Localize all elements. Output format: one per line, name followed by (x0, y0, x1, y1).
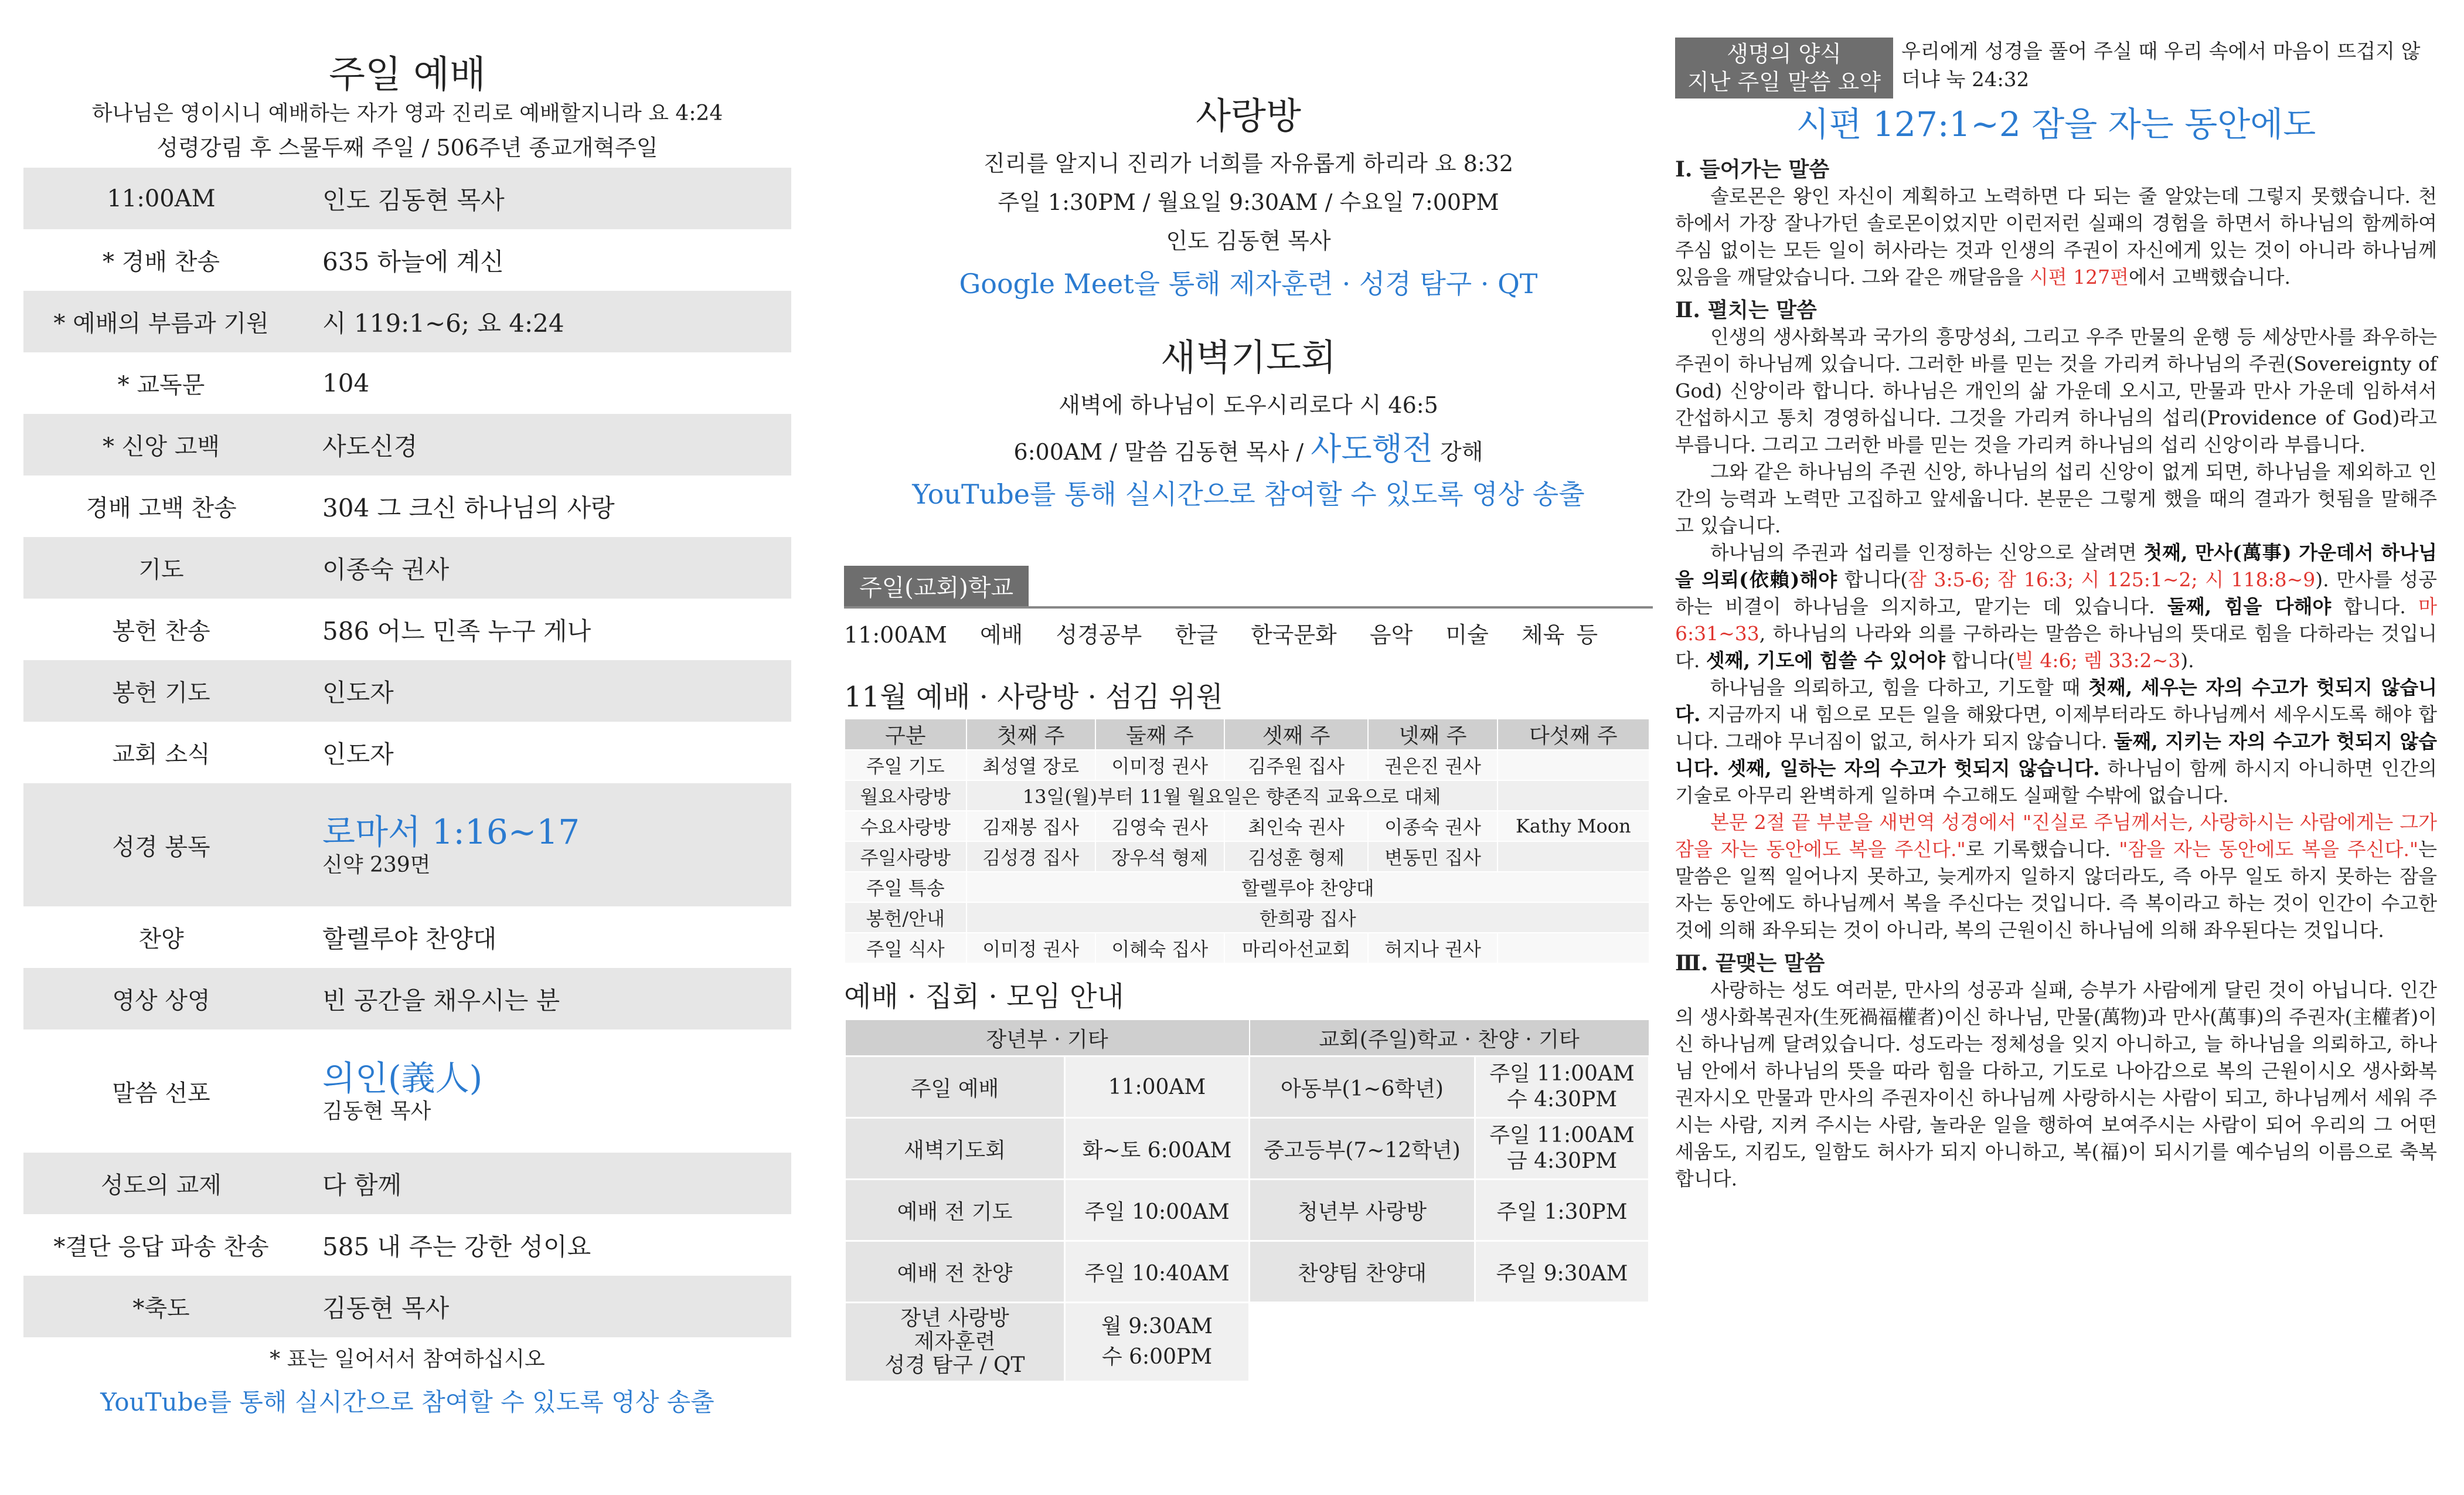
row-header: 월요사랑방 (845, 780, 966, 811)
order-label: 교회 소식 (112, 741, 210, 768)
committee-title: 11월 예배 · 사랑방 · 섬김 위원 (844, 681, 1223, 713)
row-header: 주일사랑방 (845, 841, 966, 872)
order-label: 경배 고백 찬송 (86, 495, 237, 522)
sermon-summary-title: 시편 127:1~2 잠을 자는 동안에도 (1796, 104, 2316, 144)
school-subject: 한글 (1175, 622, 1218, 648)
row-header: 주일 식사 (845, 933, 966, 963)
column-header: 첫째 주 (966, 719, 1095, 750)
school-section (844, 566, 1653, 649)
meetings-table (844, 1019, 1650, 1382)
youtube-note: YouTube를 통해 실시간으로 참여할 수 있도록 영상 송출 (100, 1388, 714, 1416)
order-row (23, 291, 791, 352)
order-row (23, 660, 791, 722)
order-row (23, 1276, 791, 1337)
order-row (23, 352, 791, 414)
text-run: 합니다( (1844, 568, 1908, 591)
table-cell: 할렐루야 찬양대 (966, 872, 1649, 902)
table-cell: 이미정 권사 (966, 933, 1095, 963)
school-subjects (844, 617, 1653, 649)
row-header: 봉헌/안내 (845, 902, 966, 933)
order-row (23, 599, 791, 660)
meeting-name-line: 장년 사랑방 (900, 1306, 1009, 1330)
column-header: 넷째 주 (1368, 719, 1497, 750)
order-row (23, 722, 791, 783)
preacher: 김동현 목사 (322, 1099, 431, 1123)
column-header: 장년부 · 기타 (845, 1020, 1250, 1056)
school-subject: 음악 (1369, 622, 1413, 648)
school-time: 11:00AM (844, 622, 947, 648)
emphasis: 첫째, 만사(萬事) 가운데서 하나님을 의뢰(依賴)해야 (1675, 541, 2437, 591)
meetings-header-row (845, 1020, 1649, 1056)
meeting-time (1475, 1118, 1649, 1180)
meeting-time-line: 수 6:00PM (1101, 1345, 1213, 1369)
row-header: 수요사랑방 (845, 811, 966, 841)
order-label: * 교독문 (117, 372, 205, 399)
meeting-time (1065, 1303, 1250, 1382)
school-header (844, 566, 1653, 606)
meeting-time: 주일 10:40AM (1065, 1241, 1250, 1303)
order-value: 586 어느 민족 누구 게나 (322, 616, 591, 645)
order-row (23, 968, 791, 1029)
worship-verse: 하나님은 영이시니 예배하는 자가 영과 진리로 예배할지니라 요 4:24 (91, 101, 723, 125)
sermon-quote: 우리에게 성경을 풀어 주실 때 우리 속에서 마음이 뜨겁지 않더냐 눅 24:32 (1901, 40, 2421, 91)
order-value: 사도신경 (299, 414, 791, 475)
order-row (23, 1214, 791, 1276)
order-row (23, 1153, 791, 1214)
scripture-reading: 로마서 1:16~17 (322, 812, 580, 852)
order-label: 찬양 (138, 926, 184, 953)
order-label: 기도 (23, 537, 299, 599)
meeting-name: 예배 전 기도 (845, 1180, 1065, 1241)
dawn-title: 새벽기도회 (1160, 336, 1336, 379)
table-row (845, 1056, 1649, 1118)
order-row (23, 168, 791, 229)
order-value: 인도자 (322, 739, 394, 769)
text-run: 합니다( (1951, 649, 2015, 672)
order-row (23, 229, 791, 291)
text-run: 하나님의 주권과 섭리를 인정하는 신앙으로 살려면 (1710, 541, 2137, 564)
order-label: 성도의 교제 (23, 1153, 299, 1214)
meeting-time: 화~토 6:00AM (1065, 1118, 1250, 1180)
order-value: 인도자 (299, 660, 791, 722)
order-row (23, 537, 791, 599)
order-label: 봉헌 기도 (23, 660, 299, 722)
order-row (23, 1029, 791, 1153)
order-row (23, 783, 791, 906)
text-run: 하나님이 함께 하시지 아니하면 인간의 기술로 아무리 완벽하게 일하며 수고해도 실패할 수밖에 없습니다. (1675, 757, 2437, 807)
order-label: 11:00AM (23, 168, 299, 229)
table-row (845, 841, 1649, 872)
order-label: *축도 (23, 1276, 299, 1337)
dawn-book: 사도행전 (1311, 430, 1433, 467)
sermon-paragraph: 사랑하는 성도 여러분, 만사의 성공과 실패, 승부가 사람에게 달린 것이 아닙니다. 인간의 생사화복권자(生死禍福權者)이신 하나님, 만물(萬物)과 만사(萬事)의 주권자(主權者)이신 하나님께 달려있습니다. 성도라는 정체성을 잊지 아니하고, 늘 하나님을 의뢰하고, 하나님 안에서 하나님의 뜻을 따라 힘을 다하고, 기도로 나아감으로 복의 근원이시오 생사화복권자시오 만물과 만사의 주권자이신 하나님께 사랑하시는 사람이 되고, 하나님께서 세워 주시는 사람, 지켜 주시는 사람, 놀라운 일을 행하여 보여주시는 사람이 되어 우리의 그 어떤 세움도, 지킴도, 일함도 허사가 되지 아니하고, 복(福)이 되시기를 예수님의 이름으로 축복합니다. (1675, 978, 2437, 1190)
school-subject: 예배 (979, 622, 1023, 648)
worship-occasion: 성령강림 후 스물두째 주일 / 506주년 종교개혁주일 (156, 135, 658, 161)
order-value: 시 119:1~6; 요 4:24 (299, 291, 791, 352)
dawn-youtube-note: YouTube를 통해 실시간으로 참여할 수 있도록 영상 송출 (912, 478, 1585, 510)
meeting-time: 주일 9:30AM (1475, 1241, 1649, 1303)
worship-title: 주일 예배 (329, 53, 486, 97)
section-heading: Ⅲ. 끝맺는 말씀 (1675, 951, 1825, 976)
sermon-paragraph (1675, 539, 2437, 674)
order-value: 할렐루야 찬양대 (322, 924, 497, 953)
sermon-column (1675, 0, 2437, 1495)
sermon-header (1675, 38, 2437, 98)
table-row (845, 872, 1649, 902)
table-cell: 13일(월)부터 11월 월요일은 향존직 교육으로 대체 (966, 780, 1498, 811)
text-run: , 하나님의 나라와 의를 구하라는 말씀은 하나님의 뜻대로 힘을 다하라는 것입니다. (1675, 622, 2437, 672)
meetings-title: 예배 · 집회 · 모임 안내 (844, 980, 1124, 1013)
school-subject: 한국문화 (1250, 622, 1337, 648)
row-header: 주일 기도 (845, 750, 966, 780)
order-label: 말씀 선포 (112, 1079, 210, 1107)
order-label: 영상 상영 (23, 968, 299, 1029)
school-subject: 성경공부 (1056, 622, 1142, 648)
text-run: ). 만사를 성공하는 비결이 하나님을 의지하고, 맡기는 데 있습니다. (1675, 568, 2437, 618)
table-row (845, 750, 1649, 780)
fellowship-column (844, 0, 1653, 1495)
sarangbang-title: 사랑방 (1196, 94, 1301, 137)
meeting-name: 예배 전 찬양 (845, 1241, 1065, 1303)
table-cell (1498, 750, 1649, 780)
committee-table (844, 718, 1650, 964)
table-cell: 최인숙 권사 (1224, 811, 1369, 841)
sermon-label (1675, 38, 1893, 98)
meeting-time: 주일 10:00AM (1065, 1180, 1250, 1241)
sarangbang-leader: 인도 김동현 목사 (1166, 228, 1331, 254)
table-row (845, 1241, 1649, 1303)
table-cell: 이미정 권사 (1095, 750, 1224, 780)
standing-note: * 표는 일어서서 참여하십시오 (270, 1347, 545, 1371)
column-header: 교회(주일)학교 · 찬양 · 기타 (1250, 1020, 1649, 1056)
table-cell: 김재봉 집사 (966, 811, 1095, 841)
emphasis: 첫째, 세우는 자의 수고가 헛되지 않습니다. (1675, 676, 2437, 726)
text-run: 솔로몬은 왕인 자신이 계획하고 노력하면 다 되는 줄 알았는데 그렇지 못했습니다. 천하에서 가장 잘나가던 솔로몬이었지만 이런저런 실패의 경험을 하면서 하나님의 함께하여 주심 없이는 모든 일이 허사라는 것과 인생의 주권이 자신에게 있는 것이 아니라 하나님께 있음을 깨달았습니다. 그와 같은 깨달음을 (1675, 185, 2437, 288)
table-row (845, 902, 1649, 933)
row-header: 주일 특송 (845, 872, 966, 902)
order-label: * 신앙 고백 (23, 414, 299, 475)
empty-cell (1475, 1303, 1649, 1382)
scripture-ref: 잠 3:5-6; 잠 16:3; 시 125:1~2; 시 118:8~9 (1908, 568, 2316, 591)
scripture-page: 신약 239면 (322, 853, 431, 877)
order-row (23, 475, 791, 537)
order-value: 635 하늘에 계신 (322, 247, 504, 276)
meeting-time-line: 수 4:30PM (1506, 1088, 1618, 1112)
table-cell: 최성열 장로 (966, 750, 1095, 780)
meeting-time: 주일 1:30PM (1475, 1180, 1649, 1241)
order-label: 봉헌 찬송 (112, 618, 210, 645)
meeting-time-line: 금 4:30PM (1506, 1149, 1618, 1173)
table-row (845, 1118, 1649, 1180)
order-value: 인도 김동현 목사 (299, 168, 791, 229)
order-label: *결단 응답 파송 찬송 (53, 1234, 269, 1260)
empty-cell (1250, 1303, 1475, 1382)
table-cell: 김주원 집사 (1224, 750, 1369, 780)
committee-header-row (845, 719, 1649, 750)
school-subject: 미술 (1445, 622, 1489, 648)
emphasis: 둘째, 지키는 자의 수고가 헛되지 않습니다. 셋째, 일하는 자의 수고가 헛되지 않습니다. (1675, 730, 2437, 780)
order-value: 104 (322, 369, 370, 397)
meeting-name-line: 제자훈련 (914, 1330, 996, 1354)
meeting-time (1475, 1056, 1649, 1118)
text-run: 지금까지 내 힘으로 모든 일을 해왔다면, 이제부터라도 하나님께서 세우시도록 해야 합니다. 그래야 무너짐이 없고, 허사가 되지 않습니다. (1675, 703, 2437, 753)
order-value: 585 내 주는 강한 성이요 (322, 1232, 591, 1261)
sermon-label-title: 생명의 양식 (1727, 41, 1842, 67)
table-cell: 김성훈 형제 (1224, 841, 1369, 872)
order-row (23, 906, 791, 968)
column-header: 구분 (845, 719, 966, 750)
sermon-paragraph: 그와 같은 하나님의 주권 신앙, 하나님의 섭리 신앙이 없게 되면, 하나님을 제외하고 인간의 능력과 노력만 고집하고 앞세웁니다. 본문은 그렇게 했을 때의 결과가 헛됨을 말해주고 있습니다. (1675, 460, 2437, 537)
table-cell: 마리아선교회 (1224, 933, 1369, 963)
text-run: ). (2180, 649, 2194, 672)
text-run: 는 말씀은 일찍 일어나지 못하고, 늦게까지 일하지 않더라도, 즉 아무 일도 하지 못하는 잠을 자는 동안에도 하나님께서 복을 주신다는 것입니다. 즉 복이라고 하는 것이 인간이 수고한 것에 의해 좌우되는 것이 아니라, 복의 근원이신 하나님에 의해 좌우된다는 것입니다. (1675, 838, 2437, 942)
column-header: 둘째 주 (1095, 719, 1224, 750)
meeting-name: 찬양팀 찬양대 (1250, 1241, 1475, 1303)
highlighted-text: "잠을 자는 동안에도 복을 주신다." (2119, 838, 2419, 861)
sermon-paragraph (1675, 183, 2437, 291)
text-run: 합니다. (2343, 595, 2406, 618)
table-cell: 김영숙 권사 (1095, 811, 1224, 841)
text-run: 하나님을 의뢰하고, 힘을 다하고, 기도할 때 (1710, 676, 2081, 699)
section-heading: Ⅰ. 들어가는 말씀 (1675, 157, 1830, 182)
meeting-time-line: 주일 11:00AM (1489, 1062, 1635, 1086)
text-run: 로 기록했습니다. (1965, 838, 2111, 861)
emphasis: 셋째, 기도에 힘쓸 수 있어야 (1706, 649, 1945, 672)
order-row (23, 414, 791, 475)
order-label: 성경 봉독 (23, 783, 299, 906)
order-label: * 경배 찬송 (103, 249, 220, 276)
dawn-exposition: 강해 (1440, 439, 1483, 465)
section-heading: Ⅱ. 펼치는 말씀 (1675, 298, 1817, 322)
sarangbang-verse: 진리를 알지니 진리가 너희를 자유롭게 하리라 요 8:32 (983, 151, 1514, 176)
google-meet-note: Google Meet을 통해 제자훈련 · 성경 탐구 · QT (959, 268, 1538, 300)
order-value: 빈 공간을 채우시는 분 (299, 968, 791, 1029)
scripture-ref: 마 6:31~33 (1675, 595, 2437, 645)
sarangbang-times: 주일 1:30PM / 월요일 9:30AM / 수요일 7:00PM (998, 189, 1499, 215)
order-value: 이종숙 권사 (299, 537, 791, 599)
table-cell: 이종숙 권사 (1368, 811, 1497, 841)
worship-column (23, 0, 791, 1495)
order-value: 다 함께 (299, 1153, 791, 1214)
meeting-name (845, 1303, 1065, 1382)
scripture-ref: 빌 4:6; 렘 33:2~3 (2015, 649, 2181, 672)
table-cell: 한희광 집사 (966, 902, 1649, 933)
column-header: 셋째 주 (1224, 719, 1369, 750)
text-run: 에서 고백했습니다. (2129, 266, 2291, 288)
table-row (845, 1303, 1649, 1382)
table-row (845, 811, 1649, 841)
meeting-name-line: 성경 탐구 / QT (884, 1353, 1025, 1377)
order-of-worship (23, 168, 791, 1337)
table-cell (1498, 933, 1649, 963)
highlighted-text: 본문 2절 끝 부분을 새번역 성경에서 "진실로 주님께서는, 사랑하시는 사람에게는 그가 잠을 자는 동안에도 복을 주신다." (1675, 811, 2437, 861)
table-cell: Kathy Moon (1498, 811, 1649, 841)
order-value (299, 1029, 791, 1153)
meeting-name: 주일 예배 (845, 1056, 1065, 1118)
sermon-title: 의인(義人) (322, 1058, 483, 1098)
table-cell: 허지나 권사 (1368, 933, 1497, 963)
table-cell: 장우석 형제 (1095, 841, 1224, 872)
sermon-paragraph: 인생의 생사화복과 국가의 흥망성쇠, 그리고 우주 만물의 운행 등 세상만사를 좌우하는 주권이 하나님께 있습니다. 그러한 바를 믿는 것을 가리켜 하나님의 주권(Sovereignty of God) 신앙이라 합니다. 하나님은 개인의 삶 가운데 오시고, 만물과 만사 가운데 임하셔서 간섭하시고 통치 경영하십니다. 그것을 가리켜 하나님의 섭리(Providence of God)라고 부릅니다. 그리고 그러한 바를 믿는 것을 가리켜 하나님의 섭리 신앙이라 부릅니다. (1675, 325, 2437, 456)
meeting-name: 청년부 사랑방 (1250, 1180, 1475, 1241)
meeting-name: 새벽기도회 (845, 1118, 1065, 1180)
table-cell: 변동민 집사 (1368, 841, 1497, 872)
order-value (299, 783, 791, 906)
order-value: 304 그 크신 하나님의 사랑 (322, 493, 615, 522)
meeting-time-line: 월 9:30AM (1101, 1314, 1213, 1338)
emphasis: 둘째, 힘을 다해야 (2167, 595, 2332, 618)
table-cell: 이혜숙 집사 (1095, 933, 1224, 963)
scripture-ref: 시편 127편 (2029, 266, 2129, 288)
meeting-name: 아동부(1~6학년) (1250, 1056, 1475, 1118)
order-label: * 예배의 부름과 기원 (23, 291, 299, 352)
meeting-name: 중고등부(7~12학년) (1250, 1118, 1475, 1180)
table-cell (1498, 841, 1649, 872)
column-header: 다섯째 주 (1498, 719, 1649, 750)
dawn-schedule (844, 424, 1653, 477)
meeting-time-line: 주일 11:00AM (1489, 1123, 1635, 1147)
sermon-paragraph (1675, 809, 2437, 944)
school-title: 주일(교회)학교 (844, 566, 1029, 606)
table-cell: 권은진 권사 (1368, 750, 1497, 780)
school-subject: 체육 등 (1521, 622, 1598, 648)
dawn-time: 6:00AM / 말씀 김동현 목사 / (1013, 439, 1304, 465)
sermon-label-subtitle: 지난 주일 말씀 요약 (1687, 69, 1881, 95)
table-cell (1498, 780, 1649, 811)
sermon-paragraph (1675, 674, 2437, 809)
meeting-time: 11:00AM (1065, 1056, 1250, 1118)
table-cell: 김성경 집사 (966, 841, 1095, 872)
table-row (845, 933, 1649, 963)
table-row (845, 1180, 1649, 1241)
order-value: 김동현 목사 (299, 1276, 791, 1337)
dawn-verse: 새벽에 하나님이 도우시리로다 시 46:5 (1059, 392, 1438, 418)
table-row (845, 780, 1649, 811)
